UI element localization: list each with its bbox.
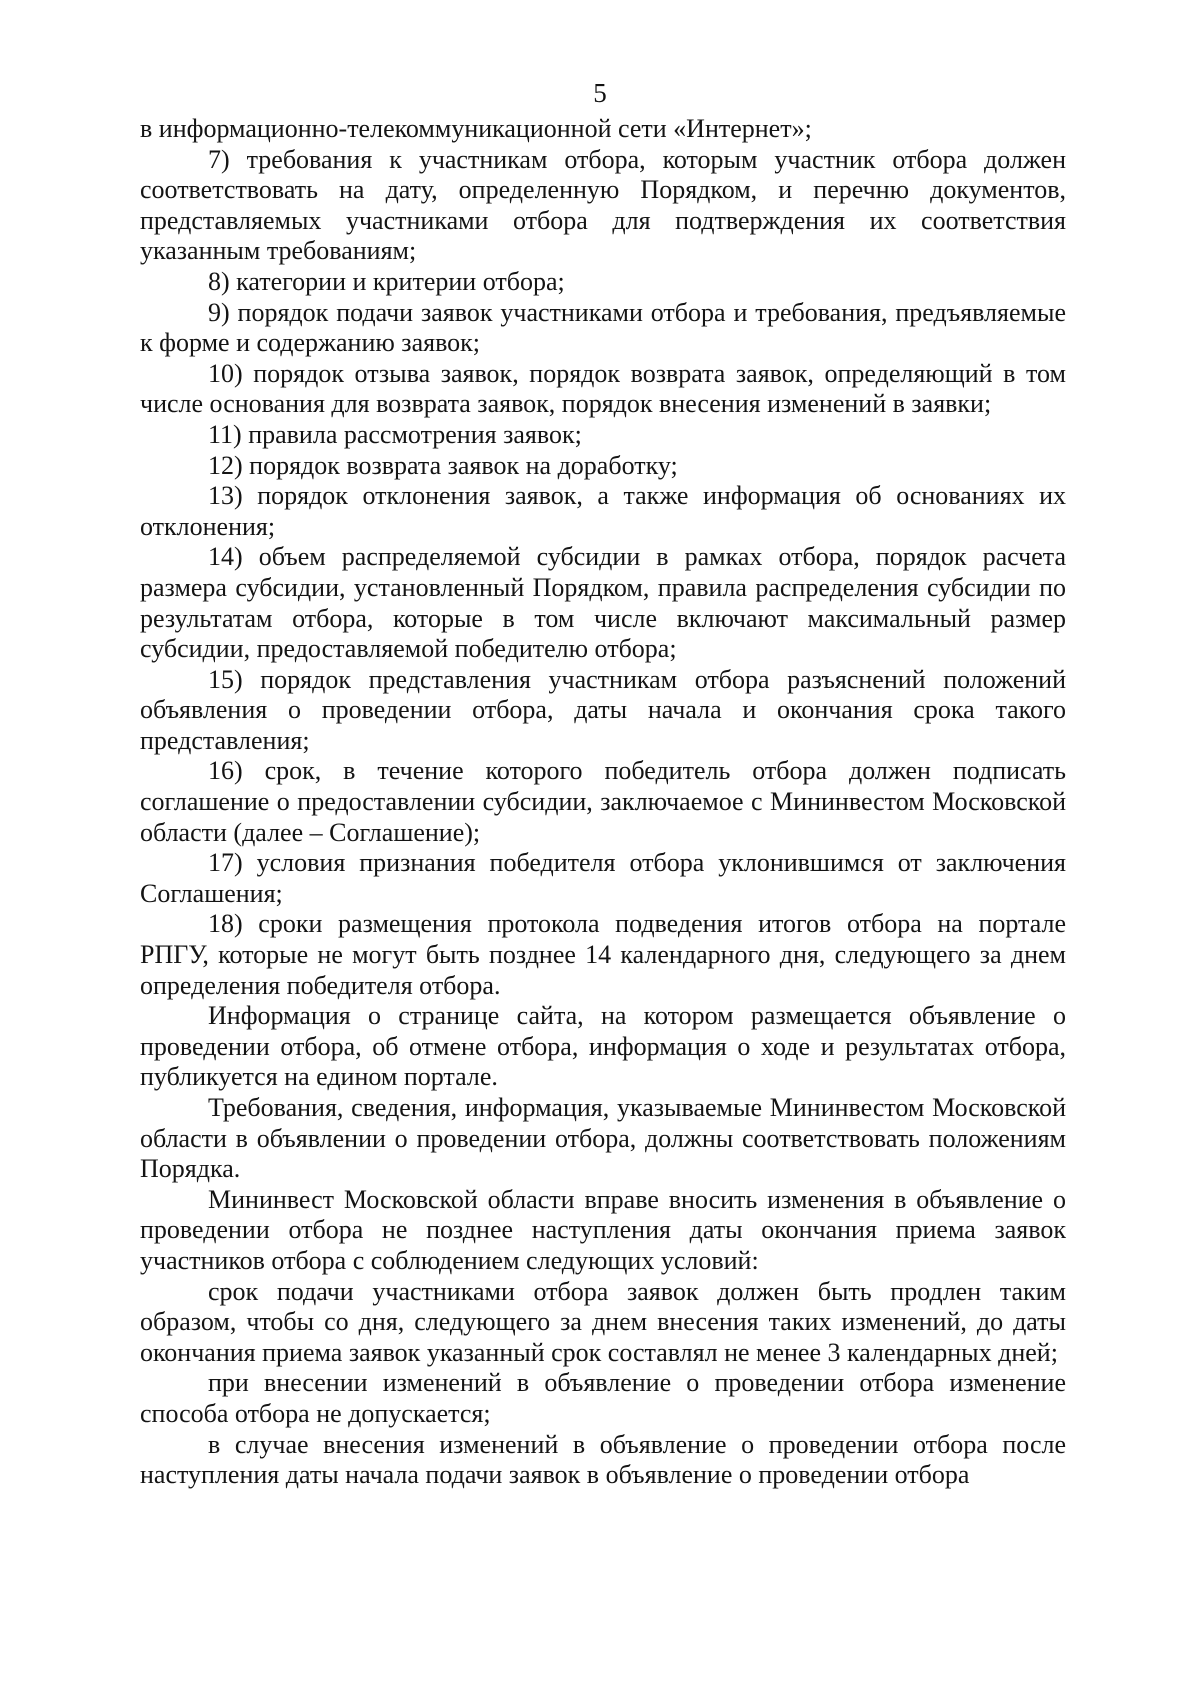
list-item-7: 7) требования к участникам отбора, которым участник отбора должен соответствовать на дату, определенную Порядком, и перечню документов, представляемых участниками отбора для подтверждения их соответствия указанным требованиям;	[140, 144, 1066, 266]
list-item-18: 18) сроки размещения протокола подведения итогов отбора на портале РПГУ, которые не могут быть позднее 14 календарного дня, следующего за днем определения победителя отбора.	[140, 909, 1066, 1000]
paragraph-continuation: в информационно-телекоммуникационной сети «Интернет»;	[140, 114, 812, 143]
paragraph-requirements: Требования, сведения, информация, указываемые Мининвестом Московской области в объявлении о проведении отбора, должны соответствовать положениям Порядка.	[140, 1093, 1066, 1184]
list-item-16: 16) срок, в течение которого победитель отбора должен подписать соглашение о предоставлении субсидии, заключаемое с Мининвестом Московской области (далее – Соглашение);	[140, 756, 1066, 847]
list-item-9: 9) порядок подачи заявок участниками отбора и требования, предъявляемые к форме и содержанию заявок;	[140, 297, 1066, 358]
list-item-14: 14) объем распределяемой субсидии в рамках отбора, порядок расчета размера субсидии, установленный Порядком, правила распределения субсидии по результатам отбора, которые в том числе включают максимальный размер субсидии, предоставляемой победителю отбора;	[140, 542, 1066, 664]
page-number: 5	[593, 78, 607, 108]
paragraph-changes: Мининвест Московской области вправе вносить изменения в объявление о проведении отбора не позднее наступления даты окончания приема заявок участников отбора с соблюдением следующих условий:	[140, 1184, 1066, 1275]
list-item-13: 13) порядок отклонения заявок, а также информация об основаниях их отклонения;	[140, 481, 1066, 541]
list-item-8: 8) категории и критерии отбора;	[208, 266, 565, 296]
list-item-10: 10) порядок отзыва заявок, порядок возврата заявок, определяющий в том числе основания для возврата заявок, порядок внесения изменений в заявки;	[140, 358, 1066, 419]
list-item-12: 12) порядок возврата заявок на доработку;	[208, 450, 678, 480]
list-item-15: 15) порядок представления участникам отбора разъяснений положений объявления о проведении отбора, даты начала и окончания срока такого представления;	[140, 664, 1066, 755]
paragraph-condition-deadline: срок подачи участниками отбора заявок должен быть продлен таким образом, чтобы со дня, следующего за днем внесения таких изменений, до даты окончания приема заявок указанный срок составлял не менее 3 календарных дней;	[140, 1276, 1066, 1367]
list-item-11: 11) правила рассмотрения заявок;	[208, 419, 582, 449]
paragraph-condition-method: при внесении изменений в объявление о проведении отбора изменение способа отбора не допускается;	[140, 1368, 1066, 1428]
paragraph-condition-after-start: в случае внесения изменений в объявление о проведении отбора после наступления даты начала подачи заявок в объявление о проведении отбора	[140, 1429, 1066, 1490]
paragraph-info-page: Информация о странице сайта, на котором размещается объявление о проведении отбора, об отмене отбора, информация о ходе и результатах отбора, публикуется на едином портале.	[140, 1001, 1066, 1092]
document-body	[140, 114, 1066, 1491]
list-item-17: 17) условия признания победителя отбора уклонившимся от заключения Соглашения;	[140, 848, 1066, 908]
